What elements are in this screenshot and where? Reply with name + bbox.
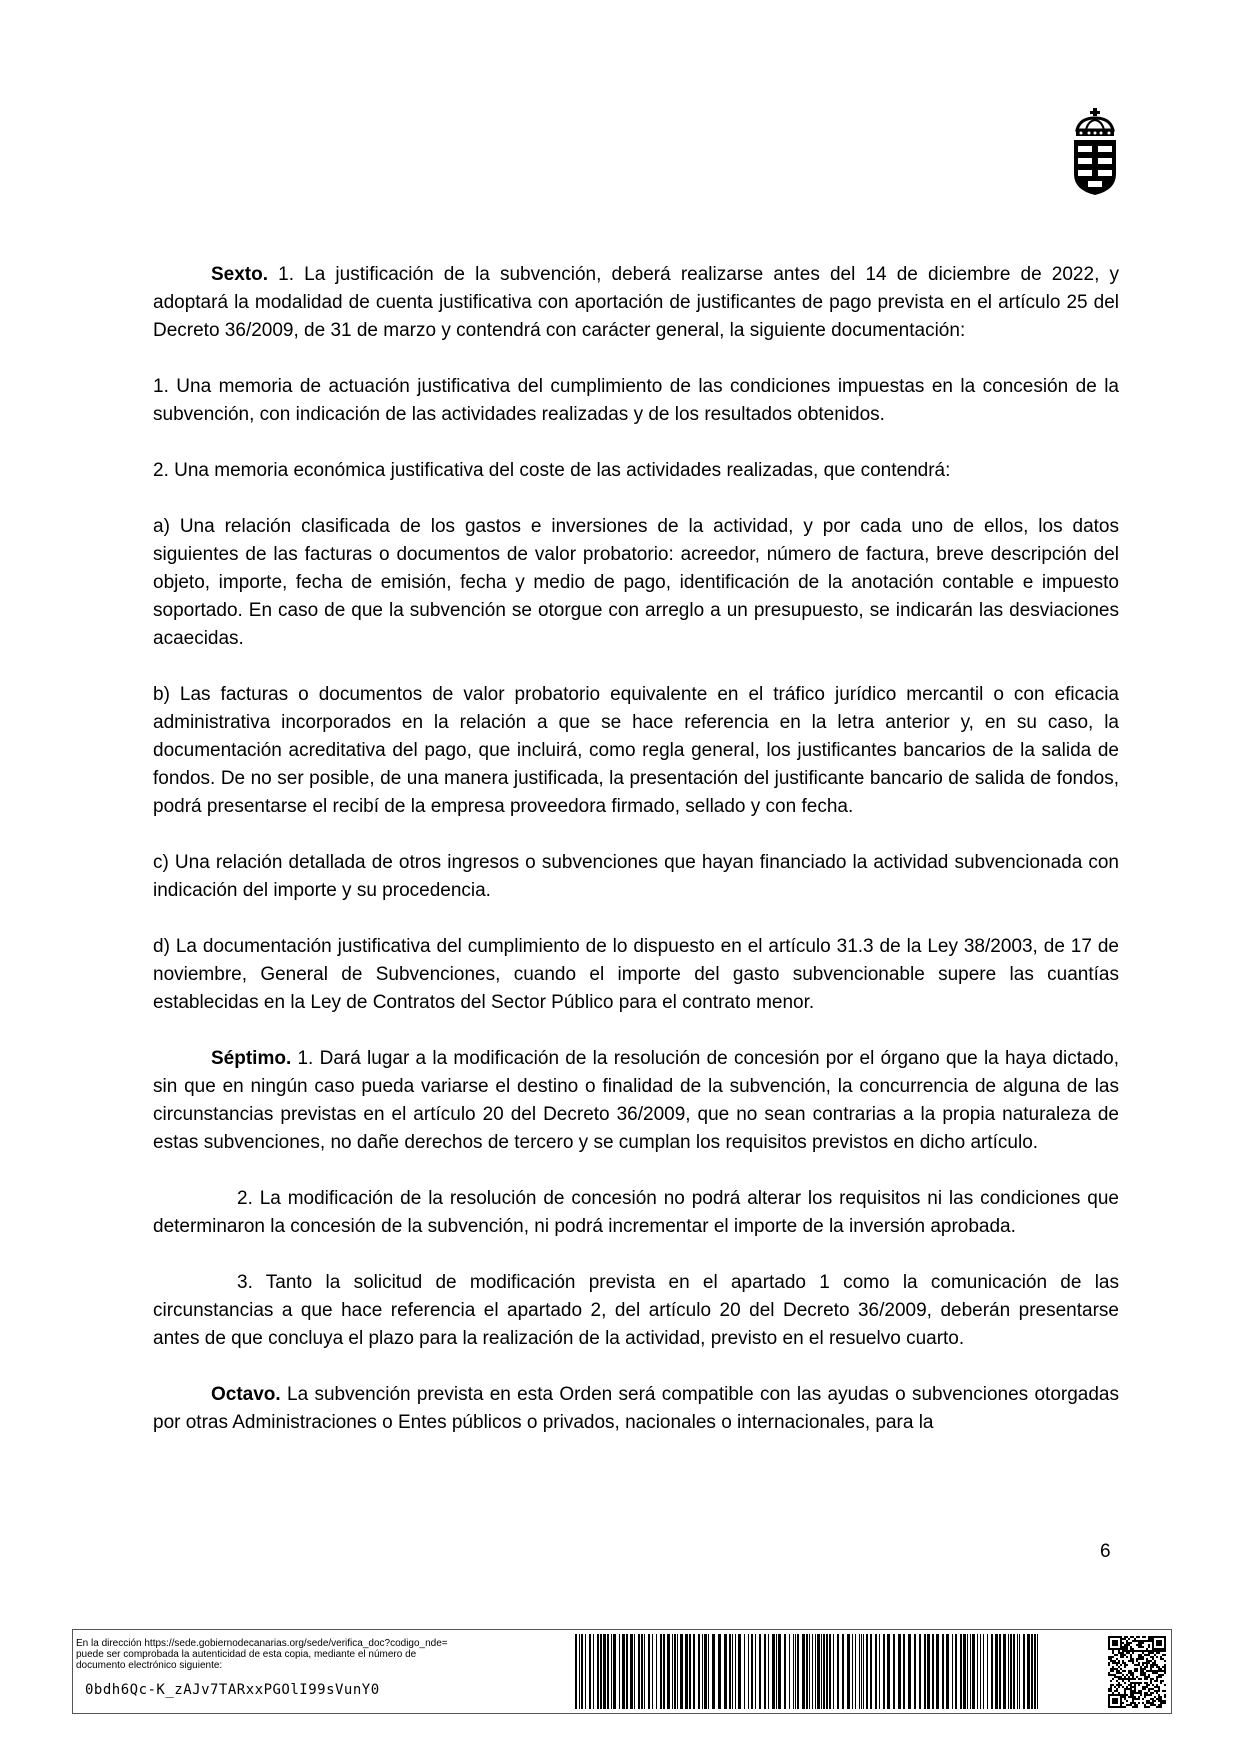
- heading-sexto: Sexto.: [211, 264, 269, 285]
- canarias-coat-of-arms-icon: [1072, 108, 1118, 196]
- paragraph-septimo: Séptimo. 1. Dará lugar a la modificación de la resolución de concesión por el órgano que la haya dictado, sin que en ningún caso pueda variarse el destino o finalidad de la subvención, la concurrencia de alguna de las circunstancias previstas en el artículo 20 del Decreto 36/2009, que no sean contrarias a la propia naturaleza de estas subvenciones, no dañe derechos de tercero y se cumplan los requisitos previstos en dicho artículo.: [153, 1048, 1119, 1153]
- page-number: 6: [1100, 1541, 1111, 1562]
- paragraph-item-d: d) La documentación justificativa del cumplimiento de lo dispuesto en el artículo 31.3 de la Ley 38/2003, de 17 de noviembre, General de Subvenciones, cuando el importe del gasto subvencionable supere las cuantías establecidas en la Ley de Contratos del Sector Público para el contrato menor.: [153, 936, 1119, 1013]
- paragraph-octavo: Octavo. La subvención prevista en esta Orden será compatible con las ayudas o subvenciones otorgadas por otras Administraciones o Entes públicos o privados, nacionales o internacionales, para la: [153, 1384, 1119, 1433]
- heading-septimo: Séptimo.: [211, 1048, 292, 1069]
- qr-code-icon: [1108, 1636, 1166, 1708]
- verification-line-1: En la dirección https://sede.gobiernodecanarias.org/sede/verifica_doc?codigo_nde=: [76, 1638, 448, 1649]
- verification-line-3: documento electrónico siguiente:: [76, 1660, 223, 1671]
- document-body: [153, 261, 1119, 1437]
- paragraph-septimo-2: 2. La modificación de la resolución de concesión no podrá alterar los requisitos ni las condiciones que determinaron la concesión de la subvención, ni podrá incrementar el importe de la inversión aprobada.: [153, 1188, 1119, 1237]
- verification-text: [76, 1638, 556, 1671]
- barcode-icon: [573, 1634, 1043, 1709]
- verification-footer: [72, 1629, 1172, 1714]
- document-code: 0bdh6Qc-K_zAJv7TARxxPGOlI99sVunY0: [85, 1682, 380, 1698]
- paragraph-item-a: a) Una relación clasificada de los gastos e inversiones de la actividad, y por cada uno de ellos, los datos siguientes de las facturas o documentos de valor probatorio: acreedor, número de factura, breve descripción del objeto, importe, fecha de emisión, fecha y medio de pago, identificación de la anotación contable e impuesto soportado. En caso de que la subvención se otorgue con arreglo a un presupuesto, se indicarán las desviaciones acaecidas.: [153, 516, 1119, 649]
- paragraph-sexto: Sexto. 1. La justificación de la subvención, deberá realizarse antes del 14 de diciembre de 2022, y adoptará la modalidad de cuenta justificativa con aportación de justificantes de pago prevista en el artículo 25 del Decreto 36/2009, de 31 de marzo y contendrá con carácter general, la siguiente documentación:: [153, 264, 1119, 341]
- paragraph-item-2: 2. Una memoria económica justificativa del coste de las actividades realizadas, que contendrá:: [153, 460, 951, 481]
- verification-line-2: puede ser comprobada la autenticidad de esta copia, mediante el número de: [76, 1649, 417, 1660]
- paragraph-item-b: b) Las facturas o documentos de valor probatorio equivalente en el tráfico jurídico mercantil o con eficacia administrativa incorporados en la relación a que se hace referencia en la letra anterior y, en su caso, la documentación acreditativa del pago, que incluirá, como regla general, los justificantes bancarios de la salida de fondos. De no ser posible, de una manera justificada, la presentación del justificante bancario de salida de fondos, podrá presentarse el recibí de la empresa proveedora firmado, sellado y con fecha.: [153, 684, 1119, 817]
- paragraph-item-c: c) Una relación detallada de otros ingresos o subvenciones que hayan financiado la actividad subvencionada con indicación del importe y su procedencia.: [153, 852, 1119, 901]
- heading-octavo: Octavo.: [211, 1384, 281, 1405]
- paragraph-septimo-3: 3. Tanto la solicitud de modificación prevista en el apartado 1 como la comunicación de las circunstancias a que hace referencia el apartado 2, del artículo 20 del Decreto 36/2009, deberán presentarse antes de que concluya el plazo para la realización de la actividad, previsto en el resuelvo cuarto.: [153, 1272, 1119, 1349]
- paragraph-item-1: 1. Una memoria de actuación justificativa del cumplimiento de las condiciones impuestas en la concesión de la subvención, con indicación de las actividades realizadas y de los resultados obtenidos.: [153, 376, 1119, 425]
